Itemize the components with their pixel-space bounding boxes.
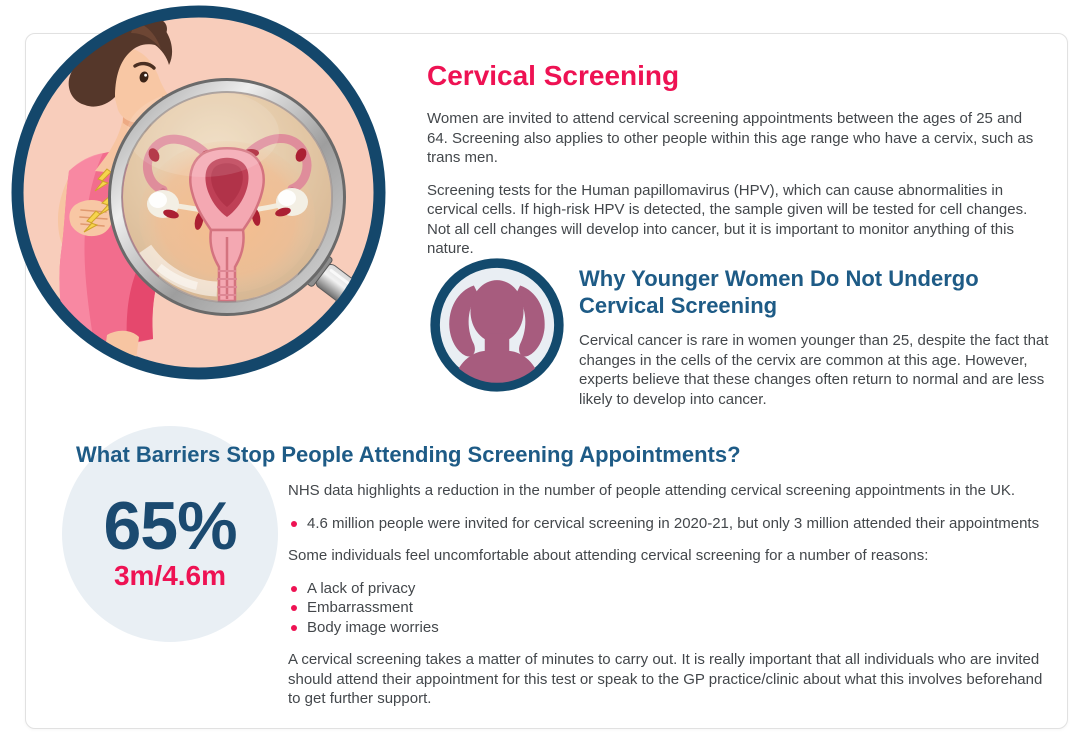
bullet-text: A lack of privacy [307, 579, 416, 597]
younger-section-body: Cervical cancer is rare in women younger than 25, despite the fact that changes in the cells of the cervix are common at this age. However, experts believe that these changes often return to normal and are less likely to develop into cancer. [579, 332, 1049, 408]
bullet-item [288, 598, 1050, 618]
barriers-intro: NHS data highlights a reduction in the number of people attending cervical screening appointments in the UK. [288, 482, 1016, 499]
bullet-item [288, 618, 1050, 638]
hero-paragraph: Women are invited to attend cervical screening appointments between the ages of 25 and 64. Screening also applies to other people within this age range who have a cervix, such as trans men. [427, 110, 1034, 166]
page-title: Cervical Screening [427, 60, 680, 91]
younger-women-section [429, 257, 1054, 409]
barriers-outro: A cervical screening takes a matter of minutes to carry out. It is really important that all individuals who are invited should attend their appointment for this test or speak to the GP practice/clinic about what this involves beforehand to get further support. [288, 651, 1043, 707]
bullet-dot-icon [291, 625, 297, 631]
bullet-dot-icon [291, 521, 297, 527]
girl-icon [429, 257, 565, 393]
bullet-dot-icon [291, 605, 297, 611]
bullet-text: Embarrassment [307, 599, 413, 616]
stat-value: 65% [103, 487, 237, 564]
bullet-text: 4.6 million people were invited for cervical screening in 2020-21, but only 3 million attended their appointments [307, 514, 1040, 532]
hero-illustration [11, 5, 386, 380]
barriers-heading: What Barriers Stop People Attending Screening Appointments? [76, 442, 741, 467]
bullet-item [288, 579, 1050, 599]
younger-text-block [579, 257, 1049, 409]
stat-detail: 3m/4.6m [113, 559, 227, 591]
younger-section-heading: Why Younger Women Do Not Undergo Cervical Screening [579, 266, 979, 318]
barriers-body [288, 481, 1050, 709]
reasons-intro: Some individuals feel uncomfortable about attending cervical screening for a number of reasons: [288, 547, 929, 564]
invited-bullet-list [288, 514, 1050, 534]
hero-paragraph: Screening tests for the Human papillomavirus (HPV), which can cause abnormalities in cervical cells. If high-risk HPV is detected, the sample given will be tested for cell changes. Not all cell changes will develop into cancer, but it is important to monitor anything of this nature. [427, 181, 1028, 257]
bullet-item [288, 514, 1050, 534]
bullet-dot-icon [291, 586, 297, 592]
bullet-text: Body image worries [307, 618, 439, 636]
reasons-list [288, 579, 1050, 638]
hero-text-section [427, 60, 1039, 272]
